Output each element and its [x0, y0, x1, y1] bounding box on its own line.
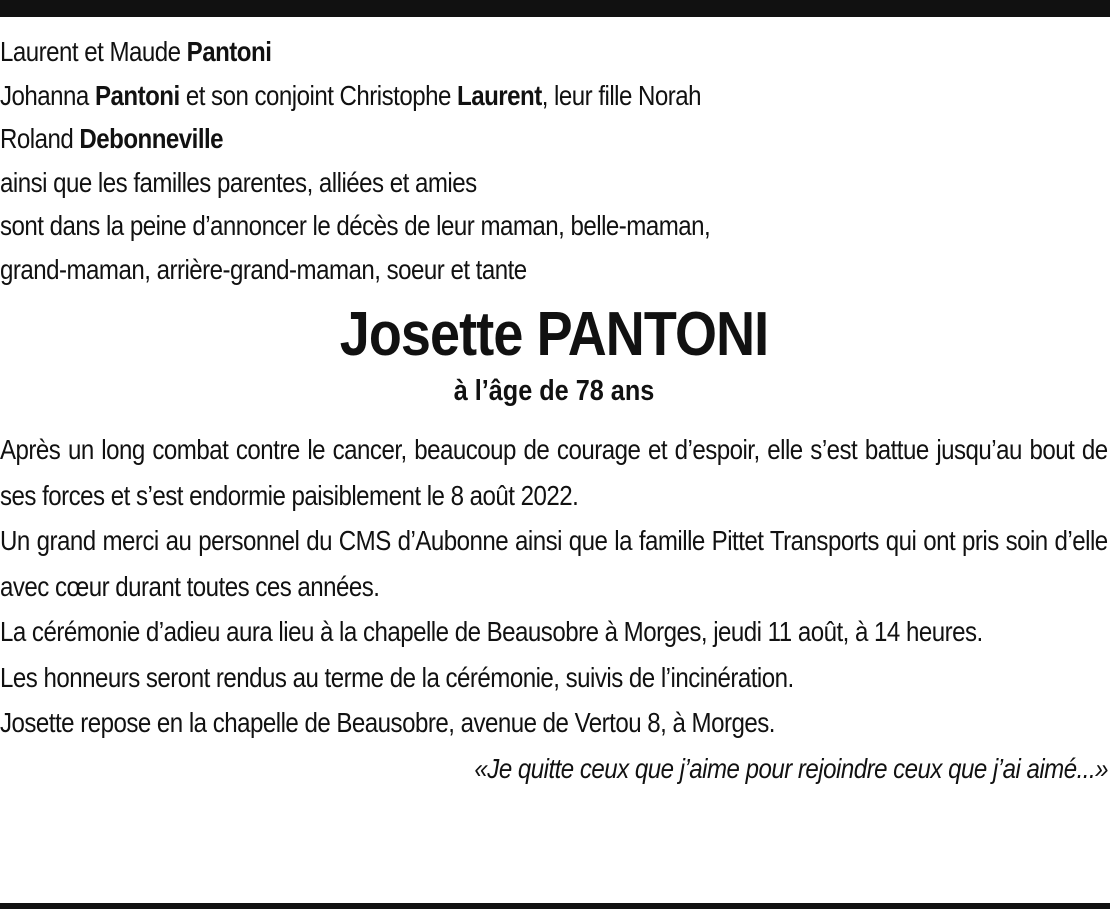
announcement-line: [0, 248, 953, 292]
obituary-paragraph: Un grand merci au personnel du CMS d’Aubonne ainsi que la famille Pittet Transports qui ont pris soin d’elle avec cœur durant toutes ces années.: [0, 525, 1108, 602]
obituary-notice: [0, 30, 1108, 792]
family-surname: Laurent: [457, 79, 542, 111]
obituary-body: [0, 427, 1108, 746]
obituary-paragraph: Josette repose en la chapelle de Beausobre, avenue de Vertou 8, à Morges.: [0, 707, 775, 738]
announcement-line: [0, 161, 953, 205]
announcement-line: [0, 204, 953, 248]
announcement-text: et son conjoint Christophe: [179, 79, 458, 111]
deceased-name: Josette PANTONI: [339, 300, 769, 369]
family-announcement: [0, 30, 1108, 291]
announcement-line: [0, 74, 953, 118]
announcement-text: ainsi que les familles parentes, alliées et amies: [0, 166, 477, 198]
announcement-text: sont dans la peine d’annoncer le décès de leur maman, belle-maman,: [0, 210, 711, 241]
family-surname: Debonneville: [79, 123, 224, 154]
announcement-line: [0, 30, 953, 74]
announcement-text: Laurent et Maude: [0, 36, 187, 67]
closing-quote: «Je quitte ceux que j’aime pour rejoindre ceux que j’ai aimé...»: [474, 752, 1108, 784]
age-line: à l’âge de 78 ans: [453, 375, 655, 407]
announcement-text: Johanna: [0, 79, 95, 111]
obituary-paragraph: Les honneurs seront rendus au terme de la cérémonie, suivis de l’incinération.: [0, 661, 794, 693]
family-surname: Pantoni: [186, 36, 272, 67]
announcement-text: Roland: [0, 123, 80, 154]
announcement-text: , leur fille Norah: [541, 79, 702, 111]
obituary-paragraph: La cérémonie d’adieu aura lieu à la chapelle de Beausobre à Morges, jeudi 11 août, à 14 heures.: [0, 616, 983, 647]
announcement-line: [0, 117, 953, 161]
bottom-border-rule: [0, 903, 1110, 909]
top-border-rule: [0, 0, 1110, 17]
announcement-text: grand-maman, arrière-grand-maman, soeur et tante: [0, 253, 527, 285]
family-surname: Pantoni: [94, 79, 180, 111]
obituary-paragraph: Après un long combat contre le cancer, beaucoup de courage et d’espoir, elle s’est battue jusqu’au bout de ses forces et s’est endormie paisiblement le 8 août 2022.: [0, 434, 1108, 511]
